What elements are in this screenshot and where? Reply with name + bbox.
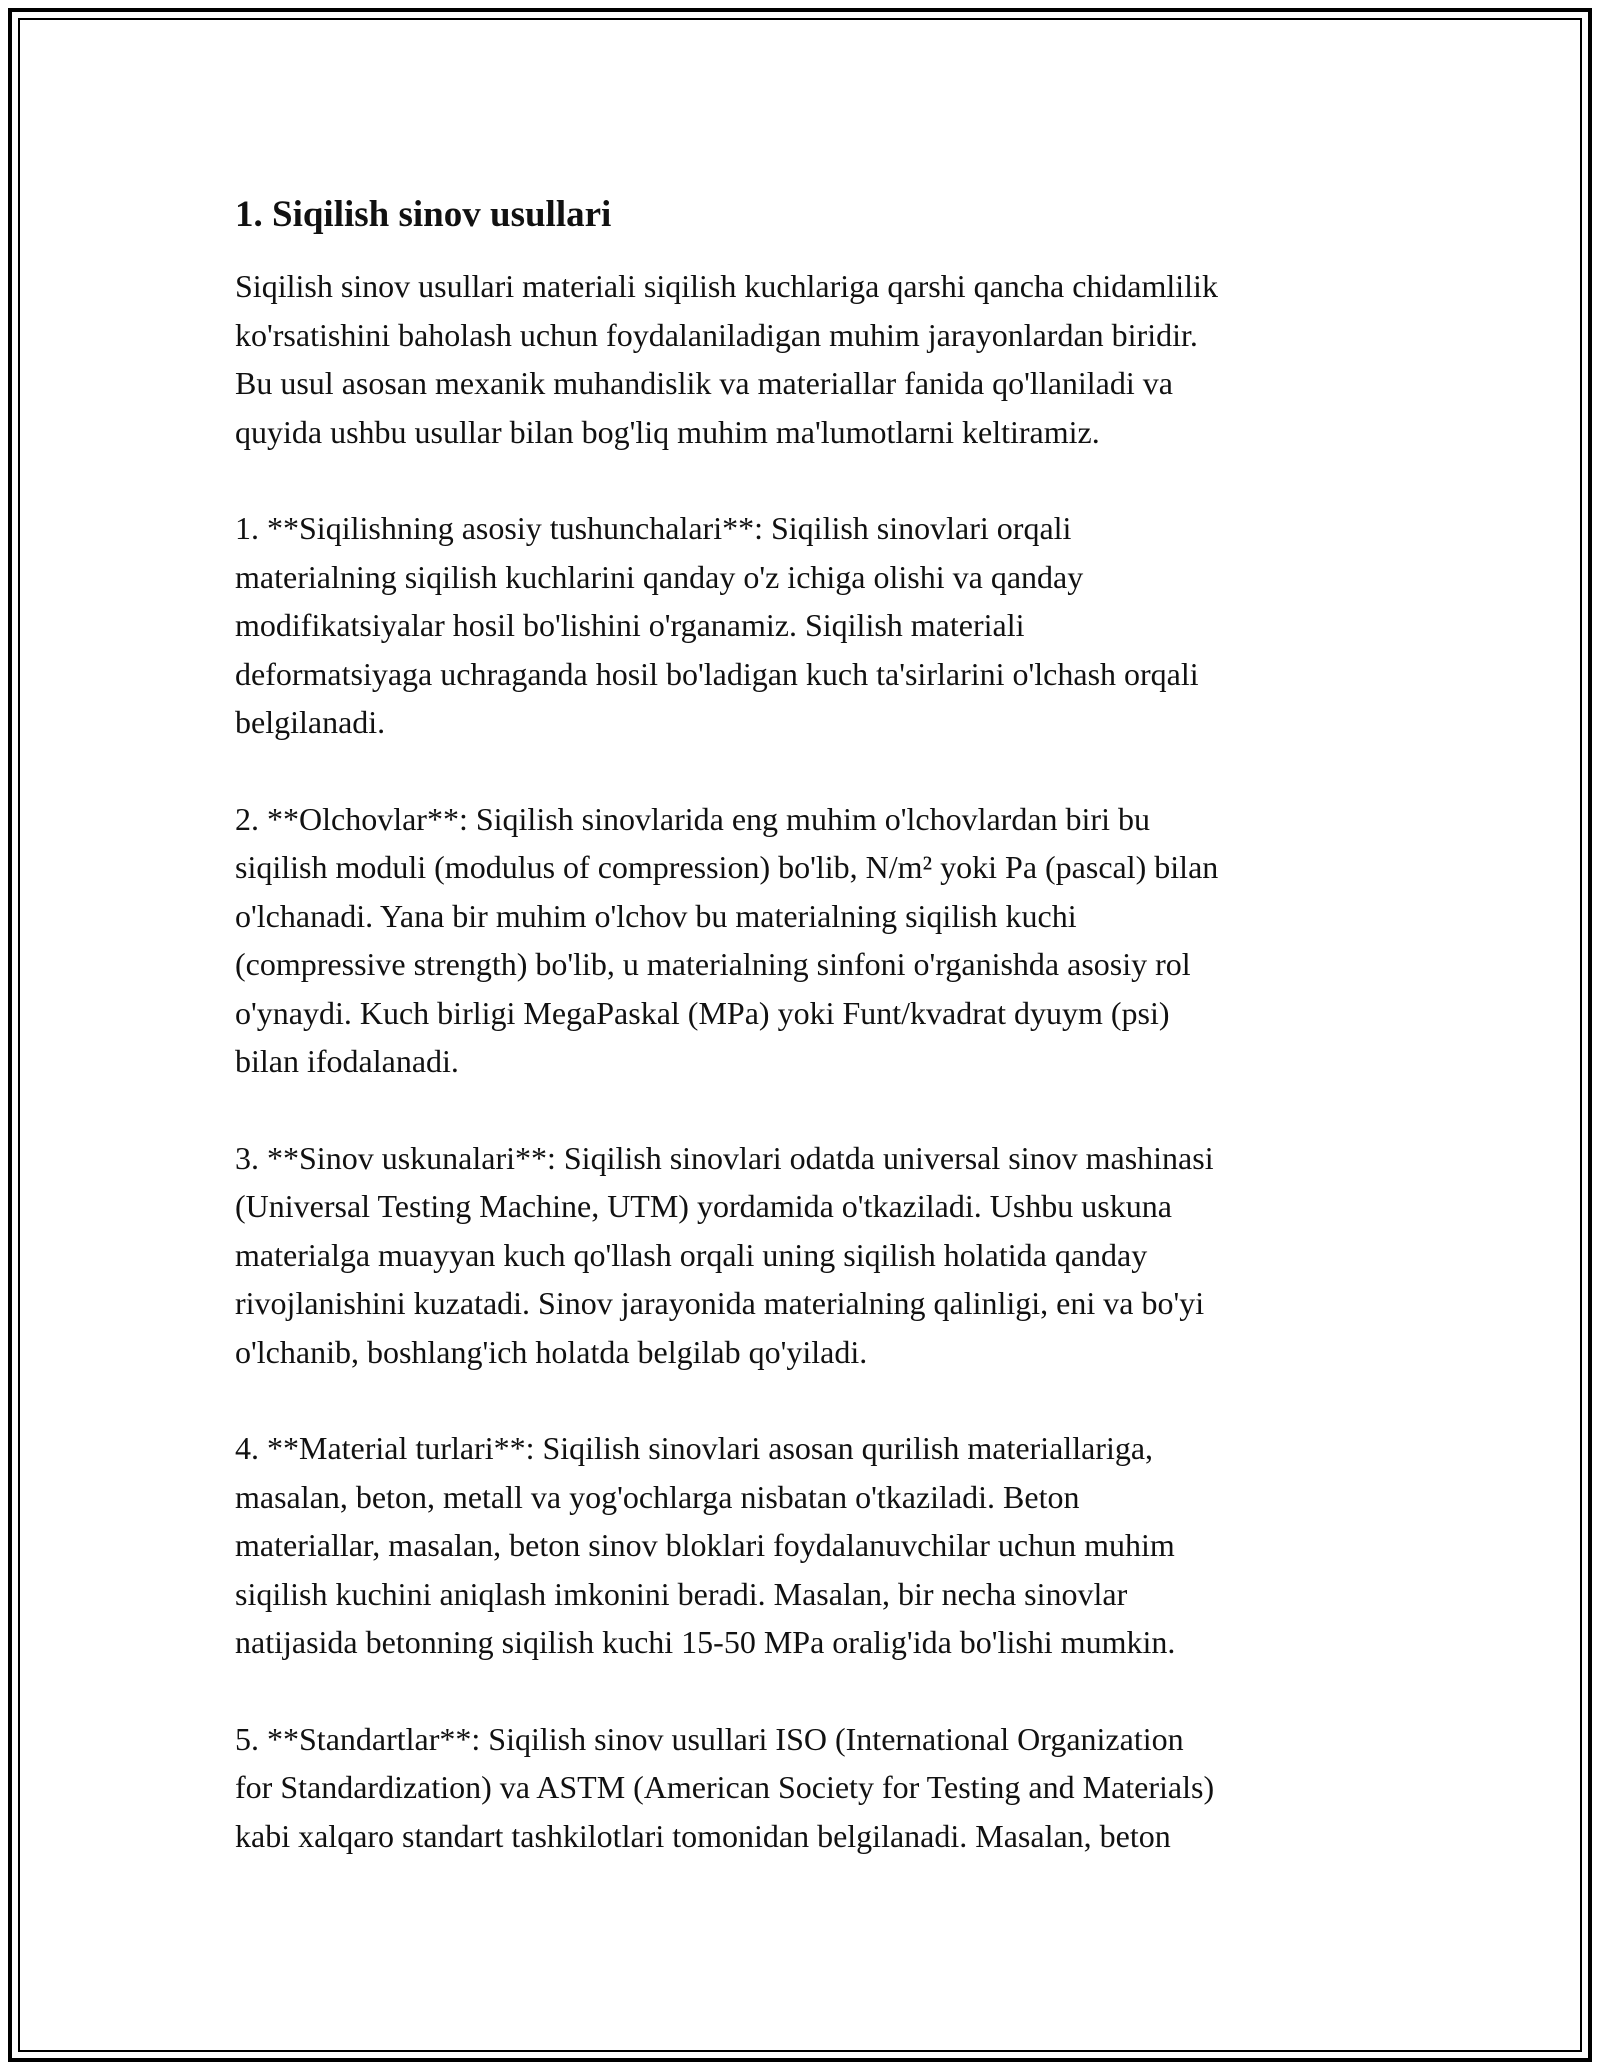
list-item-basic-concepts: 1. **Siqilishning asosiy tushunchalari**: Siqilish sinovlari orqali materialning siqilish kuchlarini qanday o'z ichiga olishi va qanday modifikatsiyalar hosil bo'lishini o'rganamiz. Siqilish materiali deformatsiyaga uchraganda hosil bo'ladigan kuch ta'sirlarini o'lchash orqali belgilanadi. (235, 510, 1199, 740)
section-heading: 1. Siqilish sinov usullari (235, 194, 612, 235)
intro-paragraph: Siqilish sinov usullari materiali siqilish kuchlariga qarshi qancha chidamlilik ko'rsatishini baholash uchun foydalaniladigan muhim jarayonlardan biridir. Bu usul asosan mexanik muhandislik va materiallar fanida qo'llaniladi va quyida ushbu usullar bilan bog'liq muhim ma'lumotlarni keltiramiz. (235, 268, 1218, 450)
list-item-material-types: 4. **Material turlari**: Siqilish sinovlari asosan qurilish materiallariga, masalan, beton, metall va yog'ochlarga nisbatan o'tkaziladi. Beton materiallar, masalan, beton sinov bloklari foydalanuvchilar uchun muhim siqilish kuchini aniqlash imkonini beradi. Masalan, bir necha sinovlar natijasida betonning siqilish kuchi 15-50 MPa oralig'ida bo'lishi mumkin. (235, 1430, 1176, 1660)
list-item-measurements: 2. **Olchovlar**: Siqilish sinovlarida eng muhim o'lchovlardan biri bu siqilish moduli (modulus of compression) bo'lib, N/m² yoki Pa (pascal) bilan o'lchanadi. Yana bir muhim o'lchov bu materialning siqilish kuchi (compressive strength) bo'lib, u materialning sinfoni o'rganishda asosiy rol o'ynaydi. Kuch birligi MegaPaskal (MPa) yoki Funt/kvadrat dyuym (psi) bilan ifodalanadi. (235, 800, 1219, 1079)
list-item-standards: 5. **Standartlar**: Siqilish sinov usullari ISO (International Organization for Standardization) va ASTM (American Society for Testing and Materials) kabi xalqaro standart tashkilotlari tomonidan belgilanadi. Masalan, beton (235, 1720, 1215, 1854)
list-item-test-equipment: 3. **Sinov uskunalari**: Siqilish sinovlari odatda universal sinov mashinasi (Universal Testing Machine, UTM) yordamida o'tkaziladi. Ushbu uskuna materialga muayyan kuch qo'llash orqali uning siqilish holatida qanday rivojlanishini kuzatadi. Sinov jarayonida materialning qalinligi, eni va bo'yi o'lchanib, boshlang'ich holatda belgilab qo'yiladi. (235, 1139, 1214, 1370)
document-body (235, 190, 1370, 1908)
